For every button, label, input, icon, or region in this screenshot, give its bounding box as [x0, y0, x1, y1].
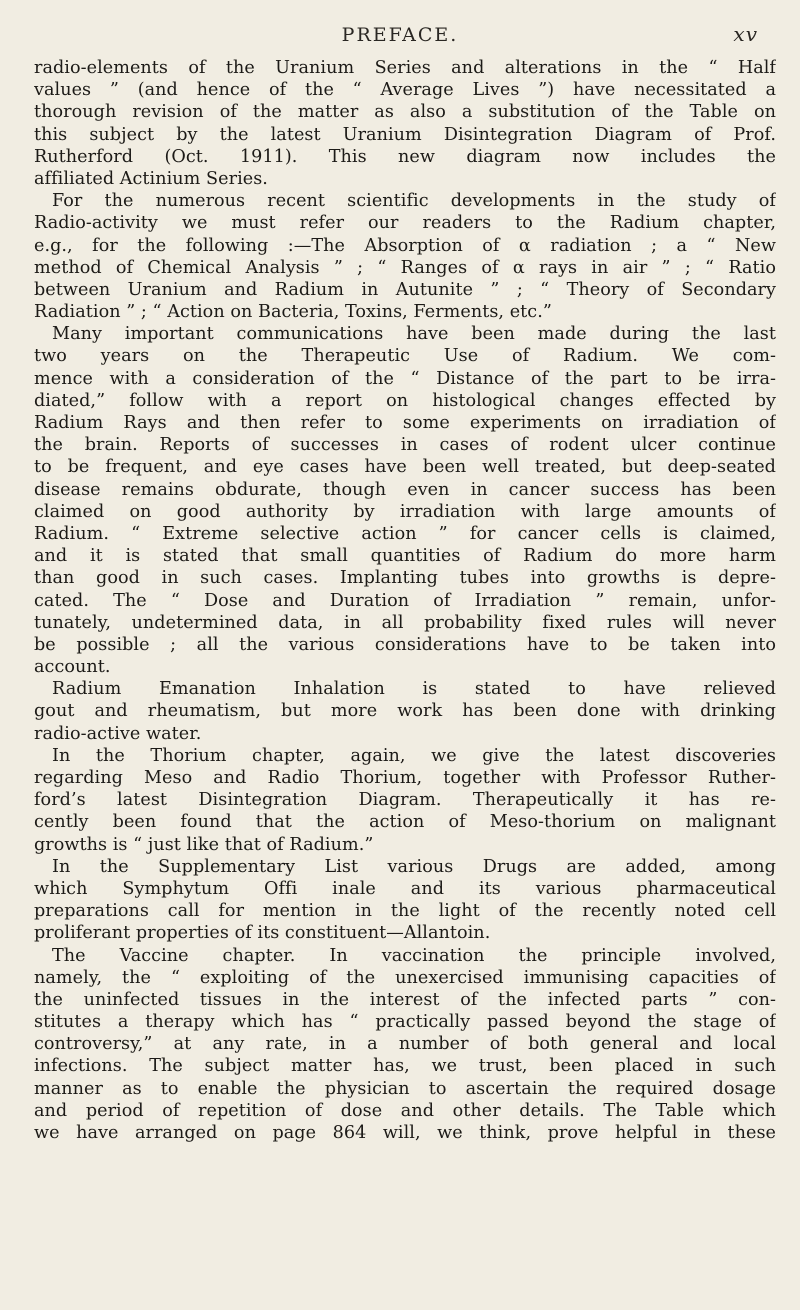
text-line: ford’s latest Disintegration Diagram. Therapeutically it has re-: [34, 790, 776, 811]
running-head: PREFACE.: [341, 24, 459, 46]
text-line: method of Chemical Analysis ” ; “ Ranges of α rays in air ” ; “ Ratio: [34, 257, 776, 278]
text-line: proliferant properties of its constituent—Allantoin.: [34, 923, 491, 944]
body-text: [34, 57, 776, 1144]
text-line: disease remains obdurate, though even in cancer success has been: [34, 479, 776, 500]
text-line: and period of repetition of dose and other details. The Table which: [34, 1100, 776, 1121]
text-line: Radiation ” ; “ Action on Bacteria, Toxins, Ferments, etc.”: [34, 302, 552, 323]
text-line: cently been found that the action of Meso-thorium on malignant: [34, 812, 776, 833]
text-line: In the Thorium chapter, again, we give the latest discoveries: [52, 745, 776, 766]
text-line: e.g., for the following :—The Absorption of α radiation ; a “ New: [34, 235, 776, 256]
text-line: values ” (and hence of the “ Average Lives ”) have necessitated a: [34, 80, 776, 101]
text-line: thorough revision of the matter as also a substitution of the Table on: [34, 102, 776, 123]
page-number: xv: [733, 22, 758, 46]
text-line: In the Supplementary List various Drugs are added, among: [52, 856, 776, 877]
text-line: Radio-activity we must refer our readers to the Radium chapter,: [34, 213, 776, 234]
text-line: affiliated Actinium Series.: [34, 168, 268, 189]
text-line: the brain. Reports of successes in cases of rodent ulcer continue: [34, 435, 776, 456]
page-header: [0, 20, 800, 56]
text-line: Rutherford (Oct. 1911). This new diagram now includes the: [34, 146, 776, 167]
text-line: to be frequent, and eye cases have been well treated, but deep-seated: [34, 457, 776, 478]
text-line: manner as to enable the physician to ascertain the required dosage: [34, 1078, 776, 1099]
text-line: mence with a consideration of the “ Distance of the part to be irra-: [34, 368, 776, 389]
text-line: two years on the Therapeutic Use of Radium. We com-: [34, 346, 776, 367]
text-line: this subject by the latest Uranium Disintegration Diagram of Prof.: [34, 124, 776, 145]
text-line: and it is stated that small quantities of Radium do more harm: [34, 546, 776, 567]
text-line: Radium Rays and then refer to some experiments on irradiation of: [34, 413, 776, 433]
text-line: controversy,” at any rate, in a number of both general and local: [34, 1034, 776, 1055]
text-line: the uninfected tissues in the interest of the infected parts ” con-: [34, 989, 776, 1010]
text-line: gout and rheumatism, but more work has been done with drinking: [34, 701, 776, 722]
text-line: we have arranged on page 864 will, we think, prove helpful in these: [34, 1123, 776, 1143]
text-line: namely, the “ exploiting of the unexercised immunising capacities of: [34, 967, 776, 988]
text-line: stitutes a therapy which has “ practically passed beyond the stage of: [34, 1012, 776, 1033]
text-line: Radium. “ Extreme selective action ” for cancer cells is claimed,: [34, 523, 776, 544]
text-line: be possible ; all the various considerations have to be taken into: [34, 634, 776, 655]
text-line: growths is “ just like that of Radium.”: [34, 834, 374, 855]
text-line: For the numerous recent scientific developments in the study of: [52, 191, 776, 212]
text-line: than good in such cases. Implanting tubes into growths is depre-: [34, 568, 776, 589]
text-line: diated,” follow with a report on histological changes effected by: [34, 390, 776, 411]
text-line: radio-elements of the Uranium Series and alterations in the “ Half: [34, 58, 776, 78]
text-line: preparations call for mention in the light of the recently noted cell: [34, 901, 776, 922]
text-line: The Vaccine chapter. In vaccination the principle involved,: [52, 945, 776, 966]
text-line: between Uranium and Radium in Autunite ” ; “ Theory of Secondary: [34, 279, 776, 300]
text-line: claimed on good authority by irradiation with large amounts of: [34, 501, 776, 522]
text-line: tunately, undetermined data, in all probability fixed rules will never: [34, 612, 776, 633]
text-line: regarding Meso and Radio Thorium, together with Professor Ruther-: [34, 768, 776, 788]
text-line: infections. The subject matter has, we trust, been placed in such: [34, 1056, 776, 1077]
text-line: Radium Emanation Inhalation is stated to have relieved: [52, 679, 776, 700]
text-line: account.: [34, 657, 111, 678]
text-line: cated. The “ Dose and Duration of Irradiation ” remain, unfor-: [34, 590, 776, 611]
text-line: Many important communications have been made during the last: [52, 324, 776, 345]
text-line: radio-active water.: [34, 723, 202, 744]
text-line: which Symphytum Offi inale and its various pharmaceutical: [34, 878, 776, 899]
